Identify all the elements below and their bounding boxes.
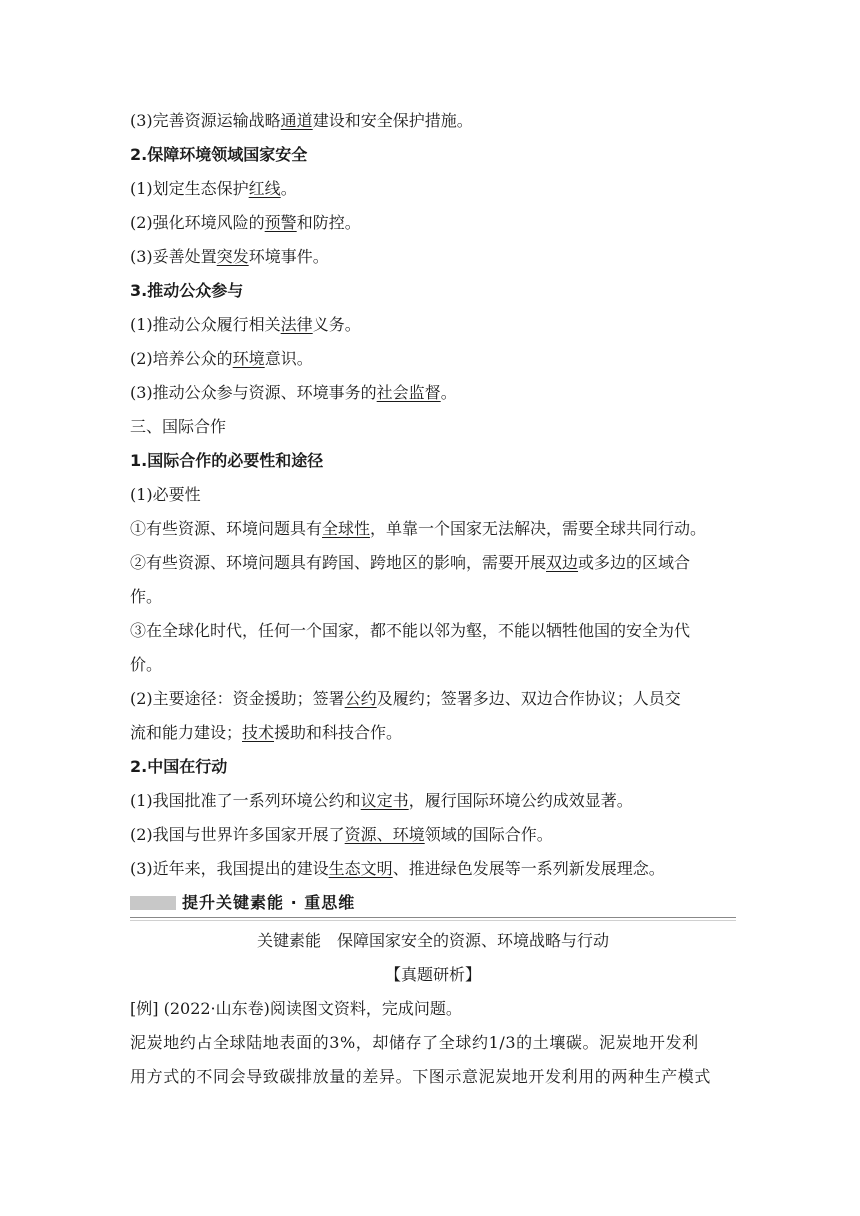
banner-rule <box>130 917 736 918</box>
text-line: (2)主要途径：资金援助；签署公约及履约；签署多边、双边合作协议；人员交 <box>130 689 681 708</box>
underlined-term: 社会监督 <box>376 383 441 402</box>
banner-rule-secondary <box>130 920 736 921</box>
underlined-term: 双边 <box>546 553 579 572</box>
section-heading: 2.中国在行动 <box>130 757 228 776</box>
document-page <box>130 104 736 1094</box>
underlined-term: 全球性 <box>322 519 371 538</box>
text-line: ①有些资源、环境问题具有全球性，单靠一个国家无法解决，需要全球共同行动。 <box>130 519 707 538</box>
text-line: (3)近年来，我国提出的建设生态文明、推进绿色发展等一系列新发展理念。 <box>130 859 665 878</box>
text-line: (1)必要性 <box>130 485 201 504</box>
underlined-term: 环境 <box>232 349 265 368</box>
section-heading: 1.国际合作的必要性和途径 <box>130 451 324 470</box>
underlined-term: 生态文明 <box>328 859 393 878</box>
text-line: (1)推动公众履行相关法律义务。 <box>130 315 361 334</box>
example-line: [例] (2022·山东卷)阅读图文资料，完成问题。 <box>130 999 462 1018</box>
analysis-heading: 【真题研析】 <box>384 965 481 984</box>
underlined-term: 议定书 <box>360 791 409 810</box>
text-line: (2)我国与世界许多国家开展了资源、环境领域的国际合作。 <box>130 825 553 844</box>
underlined-term: 通道 <box>280 111 313 130</box>
banner-bar <box>130 896 176 910</box>
chapter-heading: 三、国际合作 <box>130 417 227 436</box>
text-line: (3)完善资源运输战略通道建设和安全保护措施。 <box>130 111 473 130</box>
underlined-term: 红线 <box>248 179 281 198</box>
banner-label: 提升关键素能 · 重思维 <box>182 893 356 912</box>
paragraph-line: 用方式的不同会导致碳排放量的差异。下图示意泥炭地开发利用的两种生产模式 <box>130 1067 712 1086</box>
topic-title: 关键素能 保障国家安全的资源、环境战略与行动 <box>256 931 609 950</box>
text-line: (3)推动公众参与资源、环境事务的社会监督。 <box>130 383 457 402</box>
section-banner <box>130 890 736 918</box>
text-line: (1)划定生态保护红线。 <box>130 179 297 198</box>
section-heading: 2.保障环境领域国家安全 <box>130 145 308 164</box>
text-line: 作。 <box>130 587 163 606</box>
underlined-term: 公约 <box>344 689 377 708</box>
text-line: (2)强化环境风险的预警和防控。 <box>130 213 361 232</box>
section-heading: 3.推动公众参与 <box>130 281 244 300</box>
underlined-term: 法律 <box>280 315 313 334</box>
text-line: 流和能力建设；技术援助和科技合作。 <box>130 723 403 742</box>
text-line: (3)妥善处置突发环境事件。 <box>130 247 329 266</box>
example-tag: [例] <box>130 999 159 1018</box>
text-line: ②有些资源、环境问题具有跨国、跨地区的影响，需要开展双边或多边的区域合 <box>130 553 691 572</box>
underlined-term: 技术 <box>242 723 275 742</box>
text-line: 价。 <box>130 655 163 674</box>
underlined-term: 资源、环境 <box>344 825 425 844</box>
underlined-term: 突发 <box>216 247 249 266</box>
text-line: (2)培养公众的环境意识。 <box>130 349 313 368</box>
paragraph-line: 泥炭地约占全球陆地表面的3%，却储存了全球约1/3的土壤碳。泥炭地开发利 <box>130 1033 699 1052</box>
text-line: (1)我国批准了一系列环境公约和议定书，履行国际环境公约成效显著。 <box>130 791 633 810</box>
text-line: ③在全球化时代，任何一个国家，都不能以邻为壑，不能以牺牲他国的安全为代 <box>130 621 691 640</box>
underlined-term: 预警 <box>264 213 297 232</box>
